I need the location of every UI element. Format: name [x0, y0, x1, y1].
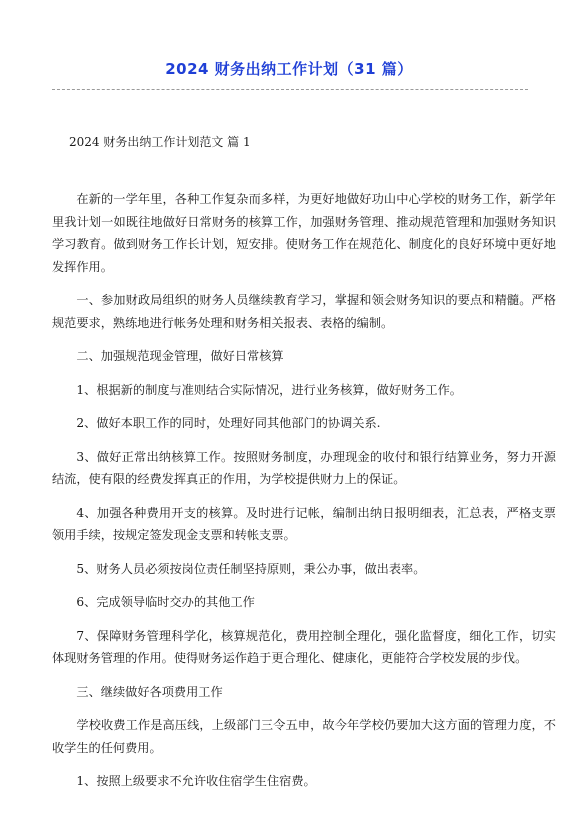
paragraph: 在新的一学年里，各种工作复杂而多样，为更好地做好功山中心学校的财务工作，新学年里我计划一如既往地做好日常财务的核算工作，加强财务管理、推动规范管理和加强财务知识学习教育。做到财务工作长计划，短安排。使财务工作在规范化、制度化的良好环境中更好地发挥作用。: [52, 192, 556, 274]
paragraph: 4、加强各种费用开支的核算。及时进行记帐，编制出纳日报明细表，汇总表，严格支票领用手续，按规定签发现金支票和转帐支票。: [52, 505, 556, 542]
document-title: 2024 财务出纳工作计划（31 篇）: [165, 60, 413, 78]
paragraph: 1、根据新的制度与准则结合实际情况，进行业务核算，做好财务工作。: [76, 382, 462, 397]
paragraph: 6、完成领导临时交办的其他工作: [76, 595, 255, 609]
paragraph: 1、按照上级要求不允许收住宿学生住宿费。: [76, 774, 316, 788]
document-body: [52, 188, 556, 804]
paragraph: 2、做好本职工作的同时，处理好同其他部门的协调关系.: [76, 416, 381, 430]
paragraph: 5、财务人员必须按岗位责任制坚持原则，秉公办事，做出表率。: [76, 561, 426, 576]
paragraph: 7、保障财务管理科学化，核算规范化，费用控制全理化，强化监督度，细化工作，切实体现财务管理的作用。使得财务运作趋于更合理化、健康化，更能符合学校发展的步伐。: [52, 628, 556, 665]
paragraph: 三、继续做好各项费用工作: [76, 684, 223, 699]
paragraph: 一、参加财政局组织的财务人员继续教育学习，掌握和领会财务知识的要点和精髓。严格规范要求，熟练地进行帐务处理和财务相关报表、表格的编制。: [52, 293, 556, 330]
paragraph: 3、做好正常出纳核算工作。按照财务制度，办理现金的收付和银行结算业务，努力开源结流，使有限的经费发挥真正的作用，为学校提供财力上的保证。: [52, 449, 556, 486]
paragraph: 学校收费工作是高压线，上级部门三令五申，故今年学校仍要加大这方面的管理力度，不收学生的任何费用。: [52, 718, 556, 755]
paragraph: 二、加强规范现金管理，做好日常核算: [76, 349, 284, 363]
title-divider: [52, 89, 528, 90]
section-subtitle: 2024 财务出纳工作计划范文 篇 1: [69, 135, 251, 149]
